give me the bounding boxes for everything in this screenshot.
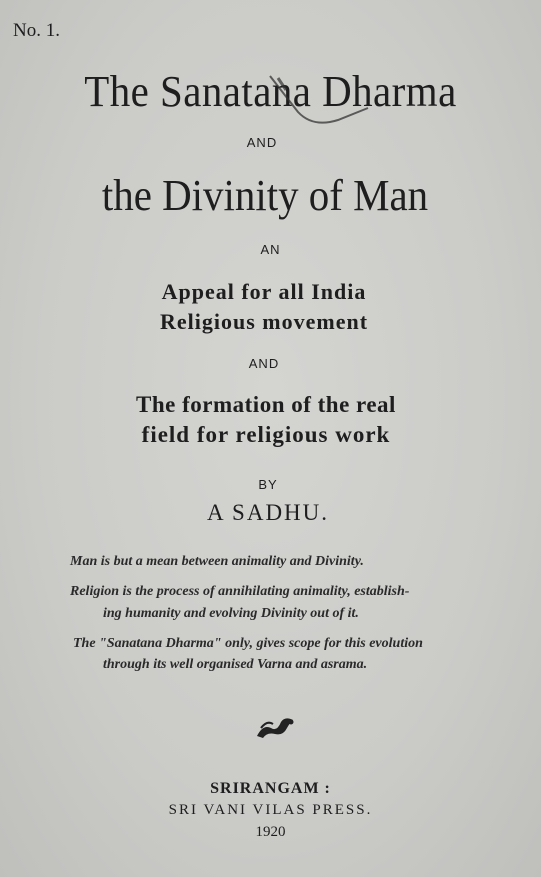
epigraph-line-3b: through its well organised Varna and asrama. — [103, 657, 368, 672]
epigraph-line-3a: The "Sanatana Dharma" only, gives scope for this evolution — [73, 636, 423, 651]
title-line-2: the Divinity of Man — [101, 171, 429, 220]
epigraph-line-2b: ing humanity and evolving Divinity out of it. — [103, 606, 359, 621]
article-an: AN — [260, 242, 281, 257]
conjunction-and-1: AND — [246, 135, 278, 150]
publisher-press: SRI VANI VILAS PRESS. — [168, 802, 373, 818]
subtitle-line-4: field for religious work — [141, 422, 391, 447]
epigraph-line-2a: Religion is the process of annihilating animality, establish- — [70, 584, 410, 599]
by-label: BY — [258, 477, 278, 492]
library-stamp-mark — [268, 70, 378, 130]
subtitle-line-3: The formation of the real — [136, 392, 396, 417]
issue-number: No. 1. — [13, 20, 60, 41]
subtitle-line-2: Religious movement — [159, 309, 369, 334]
publication-place: SRIRANGAM : — [210, 780, 331, 797]
printers-ornament-icon — [253, 714, 297, 742]
publication-year: 1920 — [255, 824, 286, 840]
title-line-1: The Sanatana Dharma — [84, 67, 457, 116]
author-name: A SADHU. — [206, 500, 330, 525]
conjunction-and-2: AND — [248, 356, 280, 371]
epigraph-line-1: Man is but a mean between animality and Divinity. — [70, 554, 364, 569]
subtitle-line-1: Appeal for all India — [161, 279, 367, 304]
